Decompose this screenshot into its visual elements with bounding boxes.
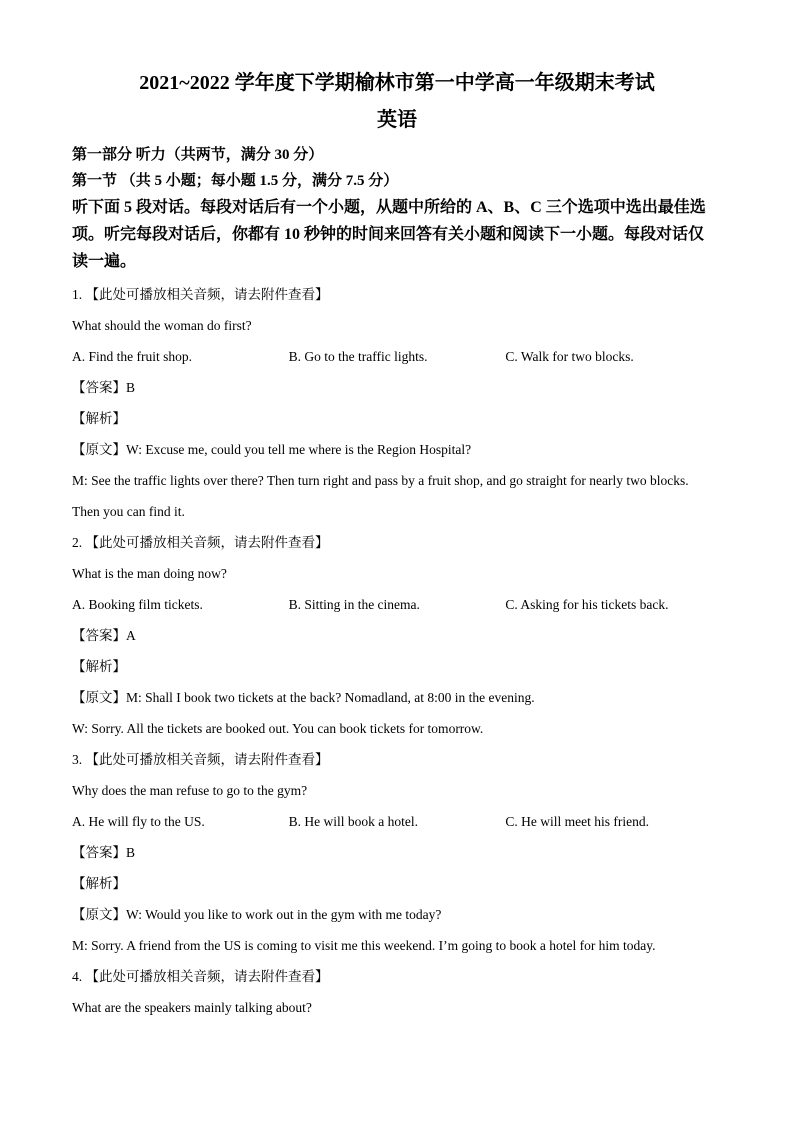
question-text: What should the woman do first? [72,318,252,333]
question-number-audio[interactable]: 1. 【此处可播放相关音频，请去附件查看】 [72,287,329,302]
subject-title: 英语 [377,109,417,131]
option-a: A. Booking film tickets. [72,597,203,612]
transcript-line: W: Sorry. All the tickets are booked out. You can book tickets for tomorrow. [72,721,484,736]
question-number-audio[interactable]: 3. 【此处可播放相关音频，请去附件查看】 [72,752,329,767]
analysis: 【解析】 [72,876,126,891]
answer: 【答案】A [72,628,136,643]
question-block [72,961,722,1023]
analysis: 【解析】 [72,411,126,426]
option-b: B. Sitting in the cinema. [288,597,420,612]
transcript-line: M: Sorry. A friend from the US is coming to visit me this weekend. I’m going to book a hotel for him today. [72,938,656,953]
instructions-line-3: 读一遍。 [72,253,137,270]
instructions-line-1: 听下面 5 段对话。每段对话后有一个小题，从题中所给的 A、B、C 三个选项中选出最佳选 [72,199,706,216]
option-c: C. Walk for two blocks. [505,349,634,364]
option-c: C. Asking for his tickets back. [505,597,669,612]
exam-page [72,66,722,1023]
exam-title: 2021~2022 学年度下学期榆林市第一中学高一年级期末考试 [139,72,655,94]
question-block [72,744,722,961]
question-number-audio[interactable]: 2. 【此处可播放相关音频，请去附件查看】 [72,535,329,550]
question-text: What are the speakers mainly talking about? [72,1000,312,1015]
transcript-line: 【原文】W: Would you like to work out in the gym with me today? [72,907,442,922]
instructions-line-2: 项。听完每段对话后，你都有 10 秒钟的时间来回答有关小题和阅读下一小题。每段对话仅 [72,226,705,243]
transcript-line: 【原文】M: Shall I book two tickets at the back? Nomadland, at 8:00 in the evening. [72,690,535,705]
option-a: A. He will fly to the US. [72,814,205,829]
option-b: B. He will book a hotel. [288,814,419,829]
question-block [72,527,722,744]
answer: 【答案】B [72,845,136,860]
answer: 【答案】B [72,380,136,395]
question-block [72,279,722,527]
subsection-heading: 第一节 （共 5 小题；每小题 1.5 分，满分 7.5 分） [72,173,399,189]
question-text: Why does the man refuse to go to the gym? [72,783,308,798]
options-row [72,341,722,372]
transcript-line: Then you can find it. [72,504,185,519]
option-b: B. Go to the traffic lights. [288,349,428,364]
options-row [72,589,722,620]
option-c: C. He will meet his friend. [505,814,649,829]
options-row [72,806,722,837]
option-a: A. Find the fruit shop. [72,349,192,364]
transcript-line: 【原文】W: Excuse me, could you tell me where is the Region Hospital? [72,442,472,457]
analysis: 【解析】 [72,659,126,674]
question-number-audio[interactable]: 4. 【此处可播放相关音频，请去附件查看】 [72,969,329,984]
question-text: What is the man doing now? [72,566,227,581]
part-heading: 第一部分 听力（共两节，满分 30 分） [72,147,324,163]
transcript-line: M: See the traffic lights over there? Then turn right and pass by a fruit shop, and go straight for nearly two blocks. [72,473,689,488]
